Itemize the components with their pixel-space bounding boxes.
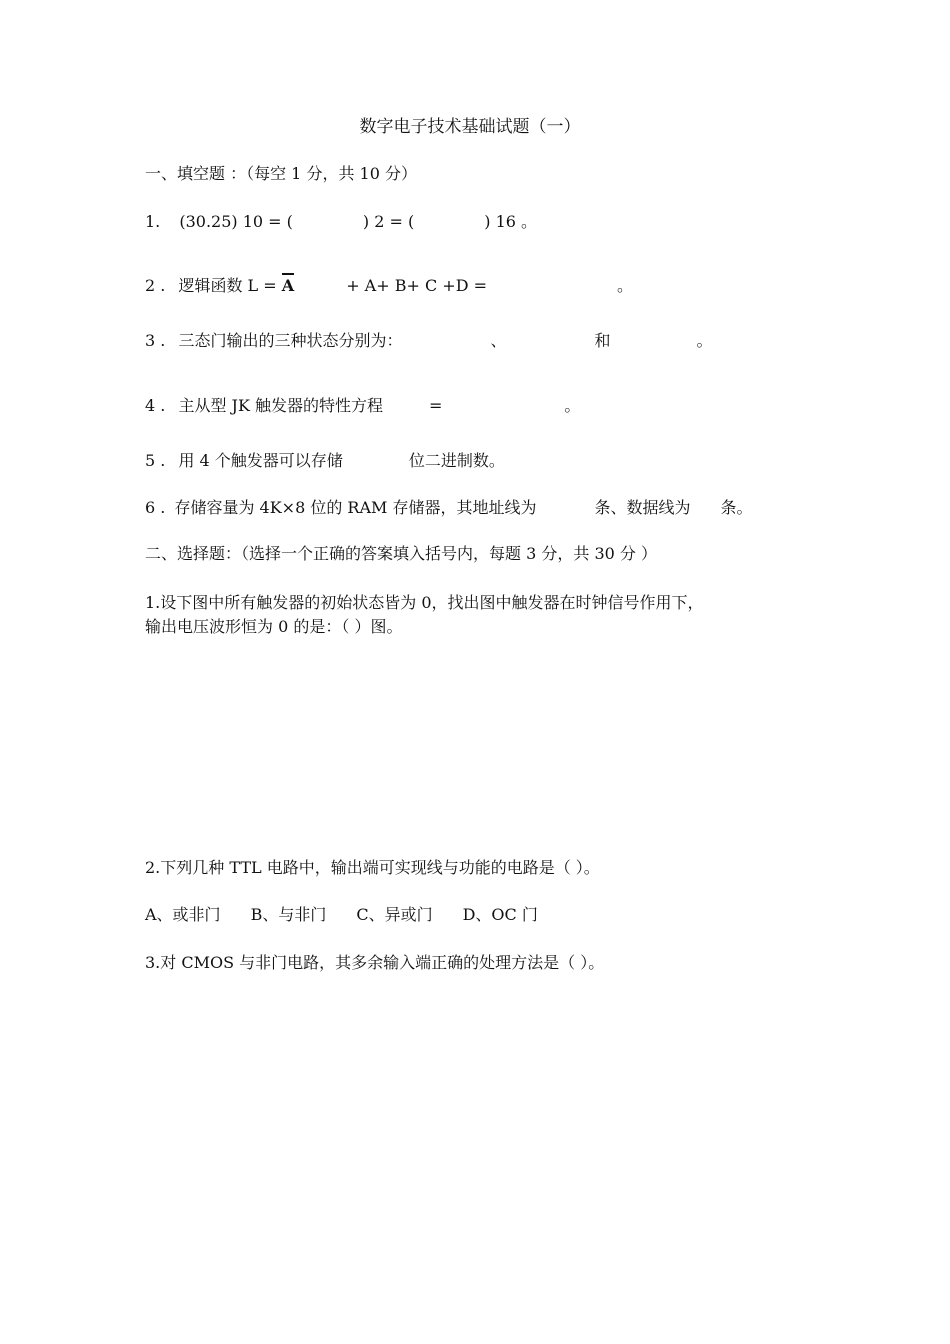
option-c: C、异或门: [356, 905, 433, 924]
q5-text: 用 4 个触发器可以存储: [178, 451, 343, 470]
q1-base-value: (30.25) 10 = (: [179, 212, 293, 231]
q6-number: 6 .: [145, 498, 166, 517]
question-1-6: [145, 498, 753, 518]
figure-placeholder: [145, 650, 805, 840]
question-2-3: 3.对 CMOS 与非门电路，其多余输入端正确的处理方法是（ ）。: [145, 953, 605, 972]
q2-number: 2 .: [145, 276, 166, 295]
q2-overbar-variable: A: [281, 276, 295, 295]
question-2-1-line2: 输出电压波形恒为 0 的是：（ ）图。: [145, 617, 403, 636]
option-a: A、或非门: [145, 905, 221, 924]
q1-end: ) 16 。: [484, 212, 538, 231]
section2-heading: 二、选择题：（选择一个正确的答案填入括号内，每题 3 分，共 30 分 ）: [145, 544, 657, 563]
question-2-2: 2.下列几种 TTL 电路中，输出端可实现线与功能的电路是（ ）。: [145, 858, 600, 877]
question-1-5: [145, 451, 505, 471]
q4-eq: =: [429, 396, 443, 415]
option-d: D、OC 门: [462, 905, 538, 924]
q3-end: 。: [696, 331, 713, 350]
q3-text: 三态门输出的三种状态分别为：: [178, 331, 403, 350]
question-1-2: [145, 274, 633, 296]
question-1-1: [145, 212, 537, 232]
q5-end: 位二进制数。: [408, 451, 505, 470]
q6-text: 存储容量为 4K×8 位的 RAM 存储器，其地址线为: [174, 498, 537, 517]
question-2-1-line1: 1.设下图中所有触发器的初始状态皆为 0，找出图中触发器在时钟信号作用下，: [145, 593, 704, 612]
q2-end: 。: [617, 276, 634, 295]
q3-sep1: 、: [490, 331, 507, 350]
page-title: 数字电子技术基础试题（一）: [359, 117, 581, 137]
question-1-4: [145, 396, 580, 416]
question-2-2-options: [145, 905, 538, 925]
section1-heading: 一、填空题 ：（每空 1 分，共 10 分）: [145, 164, 417, 183]
q1-number: 1.: [145, 212, 161, 231]
q6-end: 条。: [720, 498, 753, 517]
q2-prefix: 逻辑函数 L =: [178, 276, 277, 295]
question-1-3: [145, 331, 713, 351]
q3-number: 3 .: [145, 331, 166, 350]
q5-number: 5 .: [145, 451, 166, 470]
q6-mid: 条、数据线为: [594, 498, 691, 517]
q1-mid: ) 2 = (: [362, 212, 415, 231]
q4-end: 。: [564, 396, 581, 415]
q4-text: 主从型 JK 触发器的特性方程: [178, 396, 383, 415]
q2-rest: + A+ B+ C +D =: [346, 276, 488, 295]
q4-number: 4 .: [145, 396, 166, 415]
option-b: B、与非门: [250, 905, 327, 924]
q3-sep2: 和: [594, 331, 611, 350]
